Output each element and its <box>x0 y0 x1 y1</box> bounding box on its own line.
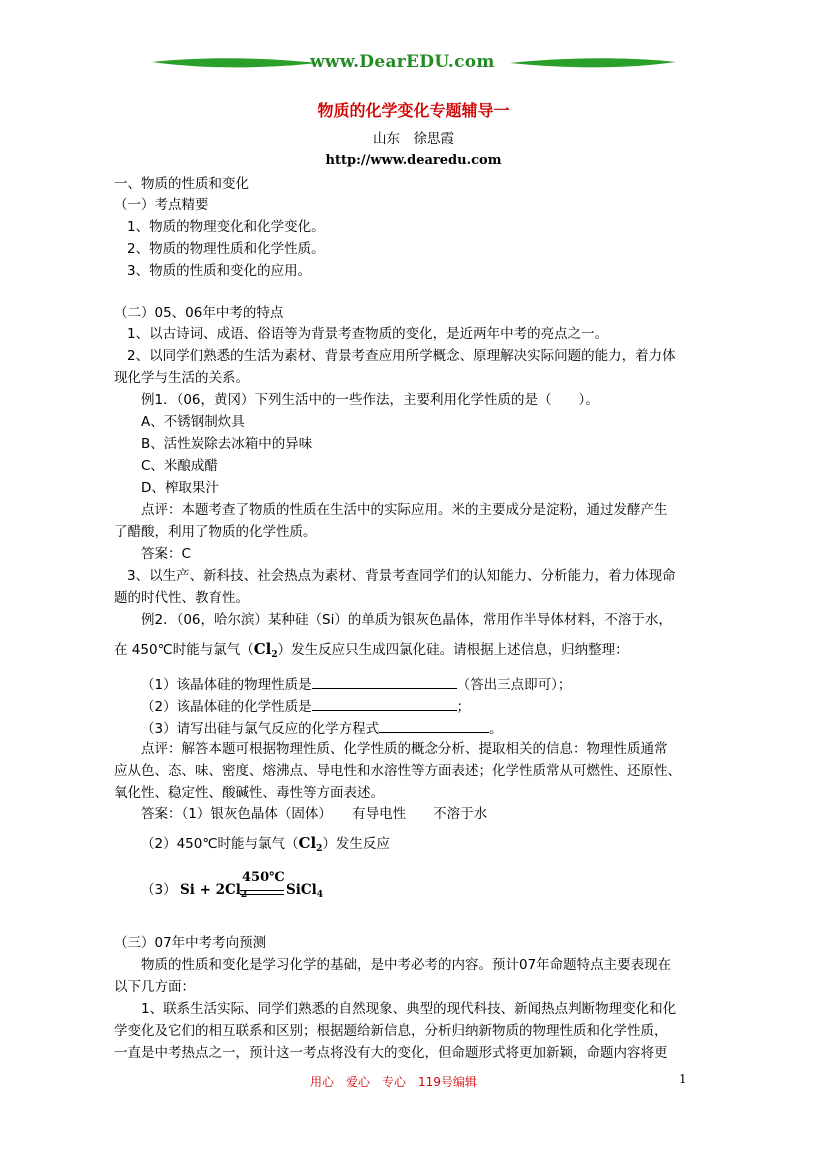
swoosh-left-icon <box>150 48 320 78</box>
example-line: 例2．（06，哈尔滨）某种硅（Si）的单质为银灰色晶体，常用作半导体材料，不溶于水， <box>141 612 672 628</box>
answer-blank <box>379 719 489 733</box>
formula-cl2: $Cl_2$ <box>298 834 323 854</box>
footer-text: 用心 爱心 专心 119号编辑 <box>310 1075 477 1089</box>
equation-left: $Si + 2Cl_2$ <box>180 882 248 900</box>
section-heading-1: 一、物质的性质和变化 <box>114 176 249 192</box>
answer-line-with-formula: （2）450℃时能与氯气$(Cl_2)$发生反应 <box>141 834 390 854</box>
site-logo-text: www.DearEDU.com <box>310 52 495 72</box>
text-line: 题的时代性、教育性。 <box>114 590 249 606</box>
option-line: A、不锈钢制炊具 <box>141 414 245 430</box>
text-line: 1、以古诗词、成语、俗语等为背景考查物质的变化，是近两年中考的亮点之一。 <box>127 326 609 342</box>
swoosh-right-icon <box>508 48 678 78</box>
text-line: 1、联系生活实际、同学们熟悉的自然现象、典型的现代科技、新闻热点判断物理变化和化 <box>141 1001 677 1017</box>
comment-line: 点评：解答本题可根据物理性质、化学性质的概念分析、提取相关的信息：物理性质通常 <box>141 741 668 757</box>
equation-condition: 450℃ <box>242 870 285 885</box>
url-line: http://www.dearedu.com <box>325 153 502 168</box>
example-line: 例1．（06，黄冈）下列生活中的一些作法，主要利用化学性质的是（ ）。 <box>141 392 599 408</box>
text-line: 现化学与生活的关系。 <box>114 370 249 386</box>
question-line: （3）请写出硅与氯气反应的化学方程式 。 <box>141 721 503 737</box>
text-line: 3、以生产、新科技、社会热点为素材、背景考查同学们的认知能力、分析能力，着力体现命 <box>127 568 676 584</box>
text-line: 了醋酸，利用了物质的化学性质。 <box>114 524 317 540</box>
question-line: （1）该晶体硅的物理性质是 （答出三点即可）； <box>141 677 572 693</box>
answer-equation-line: （3） <box>141 882 177 898</box>
author-line: 山东 徐思霞 <box>373 131 454 147</box>
text-line: 2、以同学们熟悉的生活为素材、背景考查应用所学概念、原理解决实际问题的能力，着力体 <box>127 348 676 364</box>
option-line: C、米酿成醋 <box>141 458 218 474</box>
equation-double-line <box>240 890 284 895</box>
text-line-with-formula <box>114 641 629 664</box>
text-line: 以下几方面： <box>114 979 195 995</box>
answer-blank <box>312 697 457 711</box>
subsection-heading: （三）07年中考考向预测 <box>114 935 267 951</box>
page-number: 1 <box>679 1072 687 1086</box>
comment-line: 点评：本题考查了物质的性质在生活中的实际应用。米的主要成分是淀粉，通过发酵产生 <box>141 502 668 518</box>
text-line: 学变化及它们的相互联系和区别；根据题给新信息，分析归纳新物质的物理性质和化学性质， <box>114 1023 668 1039</box>
header-banner <box>150 48 678 78</box>
text-line: 应从色、态、味、密度、熔沸点、导电性和水溶性等方面表述；化学性质常从可燃性、还原性、 <box>114 763 681 779</box>
option-line: D、榨取果汁 <box>141 480 219 496</box>
subsection-heading: （一）考点精要 <box>114 197 209 213</box>
answer-line: 答案：C <box>141 546 191 562</box>
text-line: 1、物质的物理变化和化学变化。 <box>127 219 325 235</box>
answer-blank <box>312 675 457 689</box>
text-line: 2、物质的物理性质和化学性质。 <box>127 241 325 257</box>
text-line: 一直是中考热点之一，预计这一考点将没有大的变化，但命题形式将更加新颖，命题内容将更 <box>114 1045 668 1061</box>
equation-right: SiCl$_4$ <box>286 882 324 900</box>
page-title: 物质的化学变化专题辅导一 <box>317 101 510 120</box>
text-line: 物质的性质和变化是学习化学的基础，是中考必考的内容。预计07年命题特点主要表现在 <box>141 957 672 973</box>
text-fragment: ）发生反应只生成四氯化硅。请根据上述信息，归纳整理： <box>277 642 629 658</box>
answer-line: 答案：（1）银灰色晶体（固体） 有导电性 不溶于水 <box>141 806 488 822</box>
text-line: 3、物质的性质和变化的应用。 <box>127 263 312 279</box>
formula-cl2: $Cl_2$ <box>253 640 278 660</box>
text-line: 氧化性、稳定性、酸碱性、毒性等方面表述。 <box>114 785 384 801</box>
question-line: （2）该晶体硅的化学性质是 ； <box>141 699 471 715</box>
subsection-heading: （二）05、06年中考的特点 <box>114 305 284 321</box>
text-fragment: 在 450℃时能与氯气（ <box>114 642 254 658</box>
option-line: B、活性炭除去冰箱中的异味 <box>141 436 313 452</box>
